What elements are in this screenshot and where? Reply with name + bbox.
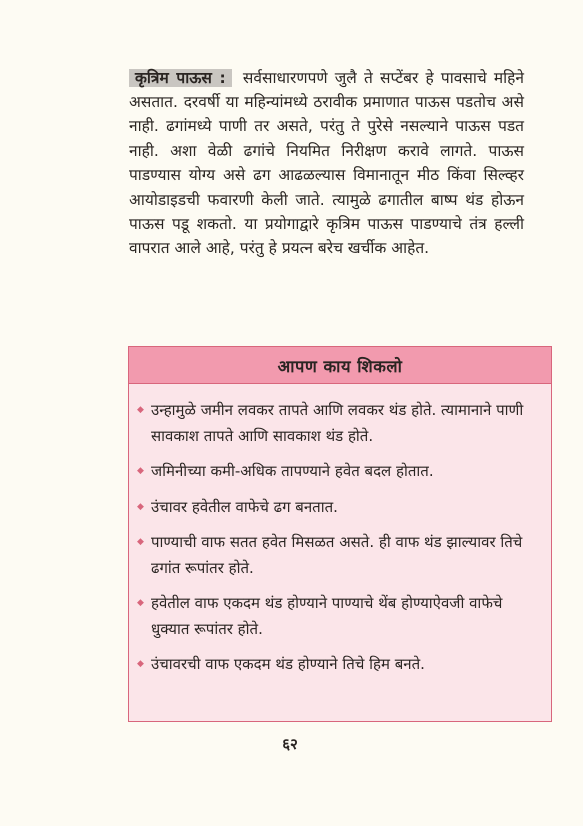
list-item	[137, 459, 543, 485]
box-title: आपण काय शिकलो	[277, 356, 403, 376]
paragraph-text: सर्वसाधारणपणे जुलै ते सप्टेंबर हे पावसाचे महिने असतात. दरवर्षी या महिन्यांमध्ये ठरावीक प्रमाणात पाऊस पडतोच असे नाही. ढगांमध्ये पाणी तर असते, परंतु ते पुरेसे नसल्याने पाऊस पडत नाही. अशा वेळी ढगांचे नियमित निरीक्षण करावे लागते. पाऊस पाडण्यास योग्य असे ढग आढळल्यास विमानातून मीठ किंवा सिल्व्हर आयोडाइडची फवारणी केली जाते. त्यामुळे ढगातील बाष्प थंड होऊन पाऊस पडू शकतो. या प्रयोगाद्वारे कृत्रिम पाऊस पाडण्याचे तंत्र हल्ली वापरात आले आहे, परंतु हे प्रयत्न बरेच खर्चीक आहेत.	[129, 68, 524, 258]
list-item	[137, 495, 543, 521]
list-item-text: उंचावर हवेतील वाफेचे ढग बनतात.	[151, 497, 338, 516]
artificial-rain-paragraph	[129, 66, 524, 261]
list-item-text: उंचावरची वाफ एकदम थंड होण्याने तिचे हिम बनते.	[151, 655, 425, 673]
list-item	[137, 398, 543, 449]
diamond-bullet-icon: ◆	[137, 466, 144, 476]
list-item	[137, 591, 543, 642]
list-item-text: हवेतील वाफ एकदम थंड होण्याने पाण्याचे थेंब होण्याऐवजी वाफेचे धुक्यात रूपांतर होते.	[151, 594, 503, 638]
diamond-bullet-icon: ◆	[137, 598, 144, 608]
learning-points-list	[129, 384, 551, 678]
what-we-learned-box	[128, 346, 552, 722]
diamond-bullet-icon: ◆	[137, 537, 144, 547]
diamond-bullet-icon: ◆	[137, 405, 144, 415]
list-item	[137, 652, 543, 678]
list-item-text: पाण्याची वाफ सतत हवेत मिसळत असते. ही वाफ थंड झाल्यावर तिचे ढगांत रूपांतर होते.	[151, 533, 523, 577]
term-heading: कृत्रिम पाऊस :	[129, 69, 232, 87]
diamond-bullet-icon: ◆	[137, 501, 144, 512]
list-item	[137, 530, 543, 581]
diamond-bullet-icon: ◆	[137, 659, 144, 669]
list-item-text: उन्हामुळे जमीन लवकर तापते आणि लवकर थंड होते. त्यामानाने पाणी सावकाश तापते आणि सावकाश थंड होते.	[151, 401, 524, 445]
page-number: ६२	[282, 735, 298, 753]
list-item-text: जमिनीच्या कमी-अधिक तापण्याने हवेत बदल होतात.	[151, 462, 434, 480]
box-header	[129, 347, 551, 384]
